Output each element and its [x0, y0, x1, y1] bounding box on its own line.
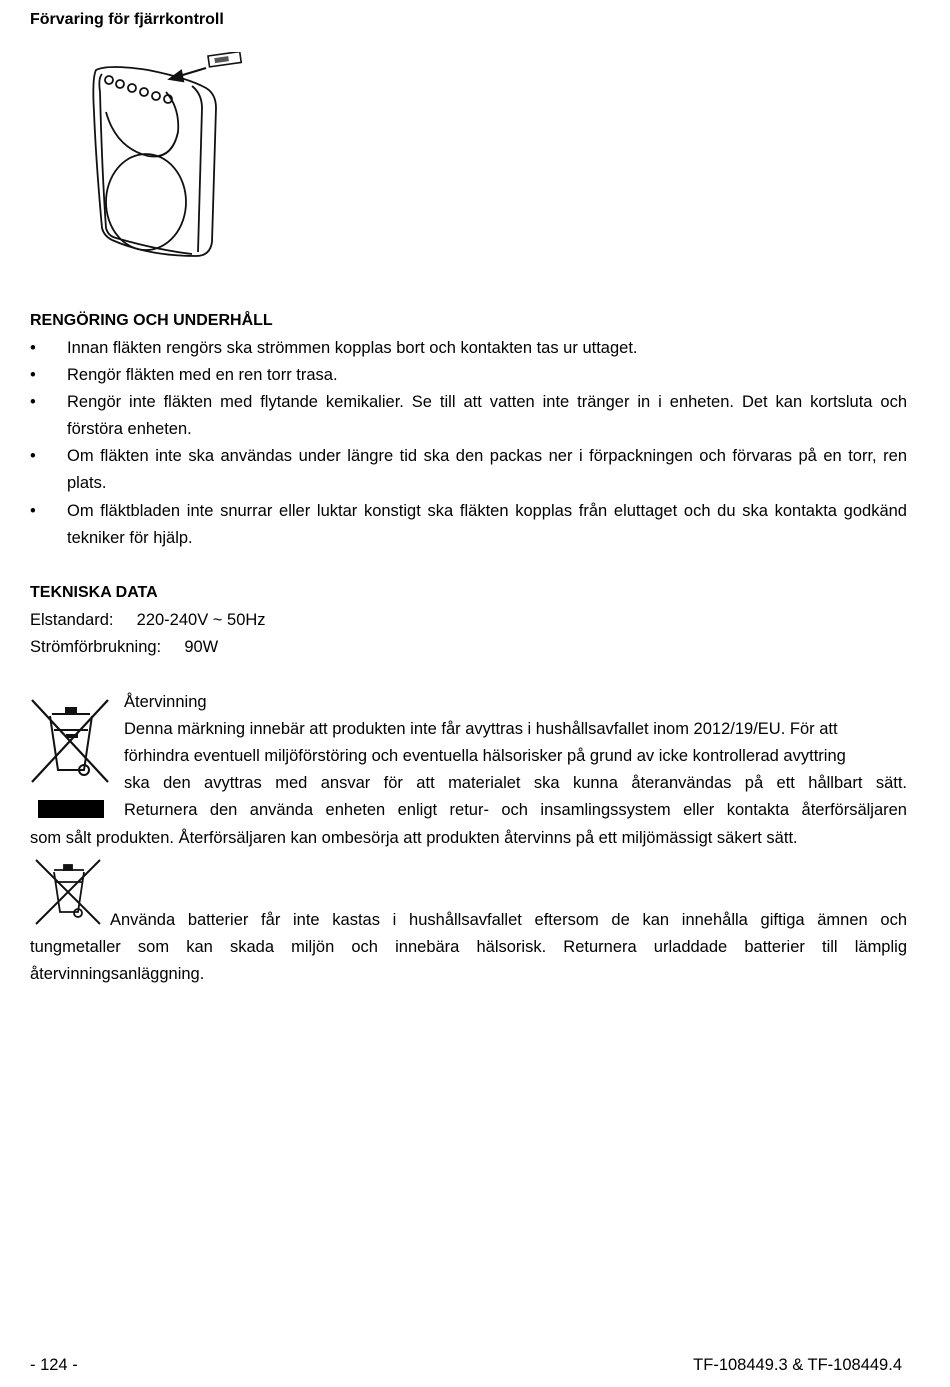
bullet: • [30, 393, 36, 411]
weee-crossed-bin-icon [30, 696, 112, 820]
spec-row-voltage [30, 607, 266, 634]
cleaning-item-text: Rengör inte fläkten med flytande kemikalier. Se till att vatten inte tränger in i enheten. Det kan kortsluta och förstöra enheten. [67, 393, 907, 438]
cleaning-item-text: Innan fläkten rengörs ska strömmen kopplas bort och kontakten tas ur uttaget. [67, 339, 638, 357]
recycling-title: Återvinning [124, 693, 207, 711]
model-number: TF-108449.3 & TF-108449.4 [693, 1356, 902, 1374]
spec-row-power [30, 634, 218, 661]
fan-remote-storage-illustration [88, 52, 248, 262]
list-item [30, 443, 907, 497]
list-item [30, 335, 907, 362]
bullet: • [30, 502, 36, 520]
spec-label: Strömförbrukning: [30, 638, 162, 656]
bullet: • [30, 339, 36, 357]
spec-label: Elstandard: [30, 611, 114, 629]
cleaning-item-text: Rengör fläkten med en ren torr trasa. [67, 366, 338, 384]
page-number: - 124 - [30, 1356, 78, 1374]
bullet: • [30, 366, 36, 384]
spec-value: 90W [184, 638, 219, 656]
battery-line: tungmetaller som kan skada miljön och innebära hälsorisk. Returnera urladdade batterier till lämplig [30, 938, 907, 956]
recycling-line: Returnera den använda enheten enligt retur- och insamlingssystem eller kontakta återförsäljaren [124, 801, 907, 819]
section-heading-tech: TEKNISKA DATA [30, 584, 158, 601]
section-heading-remote-storage: Förvaring för fjärrkontroll [30, 11, 224, 28]
bullet: • [30, 447, 36, 465]
spec-value: 220-240V ~ 50Hz [136, 611, 266, 629]
recycling-line: Denna märkning innebär att produkten inte får avyttras i hushållsavfallet inom 2012/19/EU. För att [124, 720, 838, 738]
list-item [30, 362, 907, 389]
battery-line: återvinningsanläggning. [30, 965, 205, 983]
list-item [30, 389, 907, 443]
recycling-line: förhindra eventuell miljöförstöring och eventuella hälsorisker på grund av icke kontrollerad avyttring [124, 747, 846, 765]
cleaning-item-text: Om fläktbladen inte snurrar eller luktar konstigt ska fläkten kopplas från eluttaget och du ska kontakta godkänd tekniker för hjälp. [67, 502, 907, 547]
recycling-last-line: som sålt produkten. Återförsäljaren kan ombesörja att produkten återvinns på ett miljömässigt säkert sätt. [30, 829, 798, 847]
section-heading-cleaning: RENGÖRING OCH UNDERHÅLL [30, 312, 273, 329]
cleaning-item-text: Om fläkten inte ska användas under längre tid ska den packas ner i förpackningen och förvaras på en torr, ren plats. [67, 447, 907, 492]
list-item [30, 498, 907, 552]
recycling-line: ska den avyttras med ansvar för att materialet ska kunna återanvändas på ett hållbart sätt. [124, 774, 907, 792]
battery-line: Använda batterier får inte kastas i hushållsavfallet eftersom de kan innehålla giftiga ämnen och [110, 911, 907, 929]
battery-weee-crossed-bin-icon [34, 858, 104, 928]
